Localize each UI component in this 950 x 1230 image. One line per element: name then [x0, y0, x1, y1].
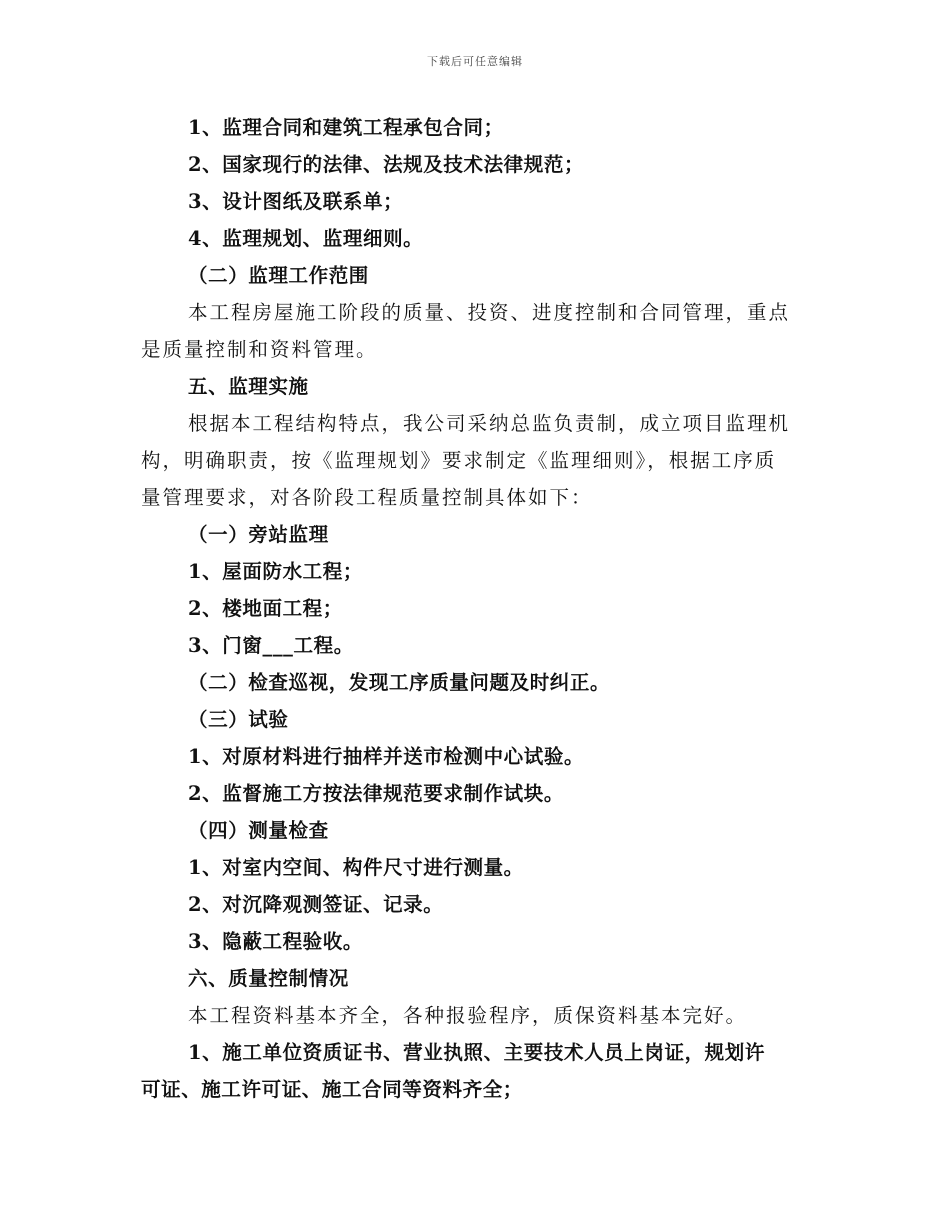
- paragraph-line: 构，明确职责，按《监理规划》要求制定《监理细则》，根据工序质: [141, 449, 777, 472]
- text-line: 3、设计图纸及联系单；: [188, 190, 404, 213]
- text-line: 3、门窗___工程。: [188, 634, 354, 657]
- paragraph-line: 是质量控制和资料管理。: [141, 338, 378, 361]
- text-line: 1、监理合同和建筑工程承包合同；: [188, 116, 504, 139]
- text-line: 4、监理规划、监理细则。: [188, 227, 424, 250]
- document-body: [141, 109, 811, 1108]
- section-heading: （二）检查巡视，发现工序质量问题及时纠正。: [188, 671, 611, 694]
- text-line: 2、国家现行的法律、法规及技术法律规范；: [188, 153, 585, 176]
- section-heading: 六、质量控制情况: [188, 967, 349, 990]
- paragraph-line: 本工程资料基本齐全，各种报验程序，质保资料基本完好。: [188, 1004, 748, 1027]
- text-line: 可证、施工许可证、施工合同等资料齐全；: [141, 1078, 523, 1101]
- section-heading: （四）测量检查: [188, 819, 329, 842]
- section-heading: （一）旁站监理: [188, 523, 329, 546]
- paragraph-line: 本工程房屋施工阶段的质量、投资、进度控制和合同管理，重点: [188, 301, 791, 324]
- text-line: 2、对沉降观测签证、记录。: [188, 893, 444, 916]
- text-line: 2、监督施工方按法律规范要求制作试块。: [188, 782, 564, 805]
- text-line: 1、对室内空间、构件尺寸进行测量。: [188, 856, 524, 879]
- page-header: 下载后可任意编辑: [427, 55, 523, 68]
- text-line: 1、屋面防水工程；: [188, 560, 363, 583]
- text-line: 3、隐蔽工程验收。: [188, 930, 363, 953]
- text-line: 1、施工单位资质证书、营业执照、主要技术人员上岗证，规划许: [188, 1041, 765, 1064]
- section-heading: （二）监理工作范围: [188, 264, 369, 287]
- paragraph-line: 量管理要求，对各阶段工程质量控制具体如下：: [141, 486, 593, 509]
- text-line: 1、对原材料进行抽样并送市检测中心试验。: [188, 745, 585, 768]
- section-heading: 五、监理实施: [188, 375, 309, 398]
- text-line: 2、楼地面工程；: [188, 597, 343, 620]
- section-heading: （三）试验: [188, 708, 289, 731]
- paragraph-line: 根据本工程结构特点，我公司采纳总监负责制，成立项目监理机: [188, 412, 791, 435]
